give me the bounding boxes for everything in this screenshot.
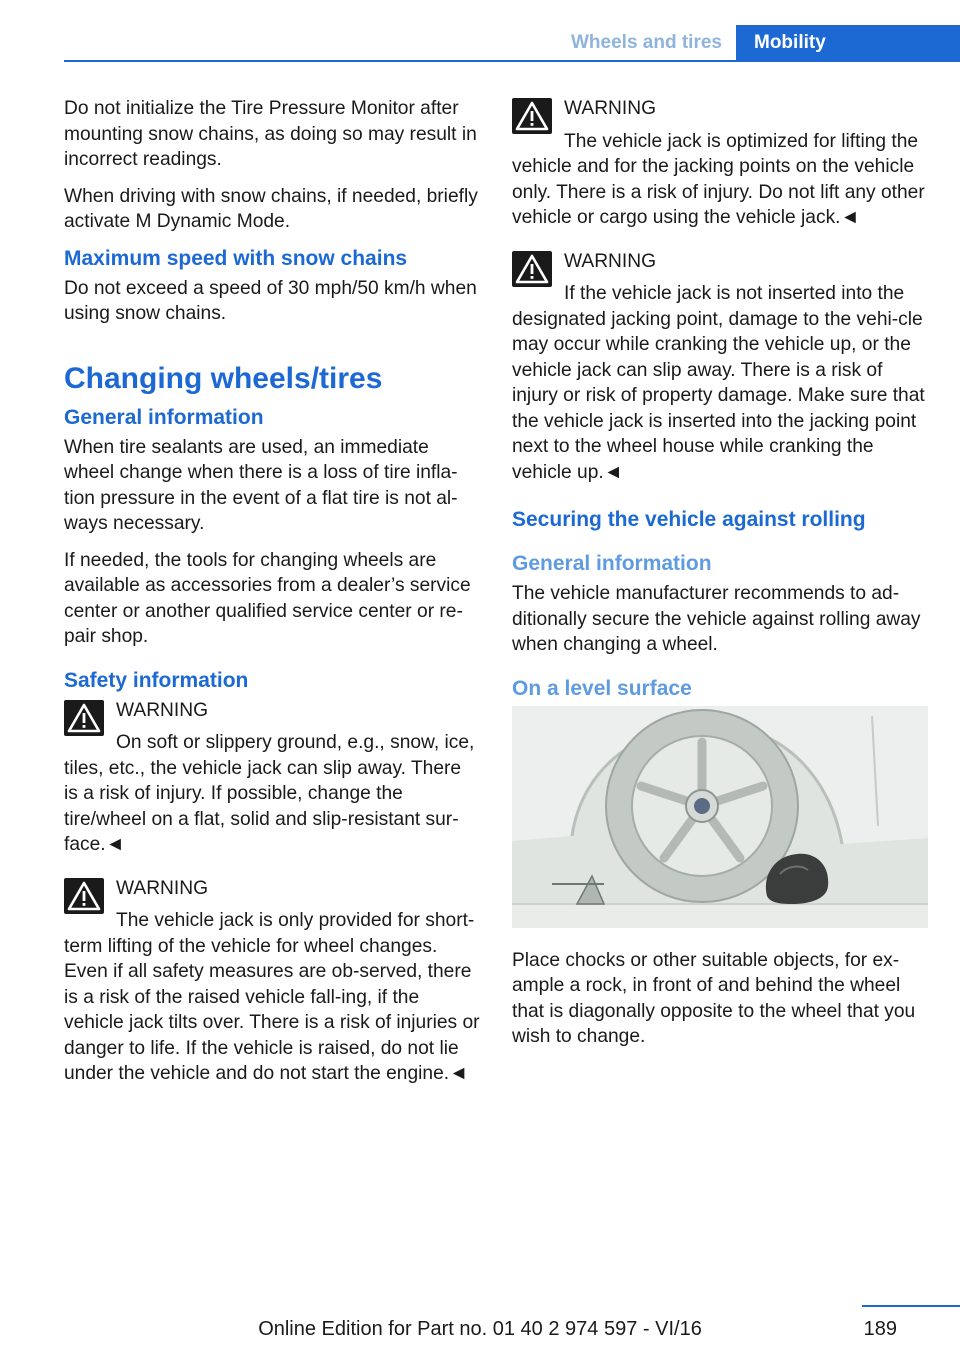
footer-edition: Online Edition for Part no. 01 40 2 974 597 - VI/16	[258, 1318, 702, 1340]
section-title: Wheels and tires	[571, 32, 722, 53]
warning-box	[64, 876, 480, 1087]
paragraph: The vehicle manufacturer recommends to ad‐ditionally secure the vehicle against rolling away when changing a wheel.	[512, 583, 921, 655]
warning-text: The vehicle jack is optimized for lifting the vehicle and for the jacking points on the vehicle only. There is a risk of injury. Do not lift any other vehicle or cargo using the vehicle jack.◄	[512, 130, 925, 228]
warning-text: The vehicle jack is only provided for short-term lifting of the vehicle for wheel changes. Even if all safety measures are ob‐served, there is a risk of the raised vehicle fall‐ing, if the vehicle jack tilts over. There is a risk of injuries or danger to life. If the vehicle is raised, do not lie under the vehicle and do not start the engine.◄	[64, 910, 480, 1084]
warning-box	[512, 249, 928, 486]
warning-label: WARNING	[116, 699, 209, 721]
wheel-chock-illustration	[512, 706, 928, 928]
left-column	[64, 96, 480, 1105]
warning-triangle-icon	[64, 878, 104, 914]
heading-securing-vehicle: Securing the vehicle against rolling	[512, 508, 866, 531]
page-number-rule	[862, 1305, 960, 1307]
warning-text: If the vehicle jack is not inserted into the designated jacking point, damage to the vehi‐cle may occur while cranking the vehicle up, or the vehicle jack can slip away. There is a risk of injury or risk of property damage. Make sure that the vehicle jack is inserted into the jacking point next to the wheel house while cranking the vehicle up.◄	[512, 283, 925, 483]
heading-general-information: General information	[512, 552, 712, 575]
warning-box	[64, 698, 480, 858]
paragraph: When driving with snow chains, if needed, briefly activate M Dynamic Mode.	[64, 185, 478, 232]
chapter-tab: Mobility	[736, 25, 960, 61]
warning-label: WARNING	[116, 877, 209, 899]
right-column	[512, 96, 928, 1061]
heading-changing-wheels: Changing wheels/tires	[64, 361, 383, 395]
page-header	[0, 0, 960, 62]
warning-triangle-icon	[64, 700, 104, 736]
warning-triangle-icon	[512, 98, 552, 134]
heading-max-speed: Maximum speed with snow chains	[64, 246, 408, 270]
warning-box	[512, 96, 928, 231]
paragraph: Do not initialize the Tire Pressure Monitor after mounting snow chains, as doing so may result in incorrect readings.	[64, 98, 477, 170]
header-rule	[64, 60, 960, 62]
heading-level-surface: On a level surface	[512, 676, 692, 700]
page-number: 189	[863, 1318, 897, 1340]
warning-label: WARNING	[564, 250, 657, 272]
heading-safety-information: Safety information	[64, 668, 249, 692]
warning-label: WARNING	[564, 98, 657, 119]
paragraph: When tire sealants are used, an immediate wheel change when there is a loss of tire infla‐tion pressure in the event of a flat tire is not al‐ways necessary.	[64, 436, 458, 534]
paragraph: If needed, the tools for changing wheels are available as accessories from a dealer’s service center or another qualified service center or re‐pair shop.	[64, 549, 471, 647]
paragraph: Place chocks or other suitable objects, for ex‐ample a rock, in front of and behind the wheel that is diagonally opposite to the wheel that you wish to change.	[512, 949, 916, 1047]
paragraph: Do not exceed a speed of 30 mph/50 km/h when using snow chains.	[64, 277, 477, 324]
warning-triangle-icon	[512, 251, 552, 287]
warning-text: On soft or slippery ground, e.g., snow, ice, tiles, etc., the vehicle jack can slip away. There is a risk of injury. If possible, change the tire/wheel on a flat, solid and slip-resistant sur‐face.◄	[64, 732, 475, 855]
heading-general-information: General information	[64, 405, 264, 429]
